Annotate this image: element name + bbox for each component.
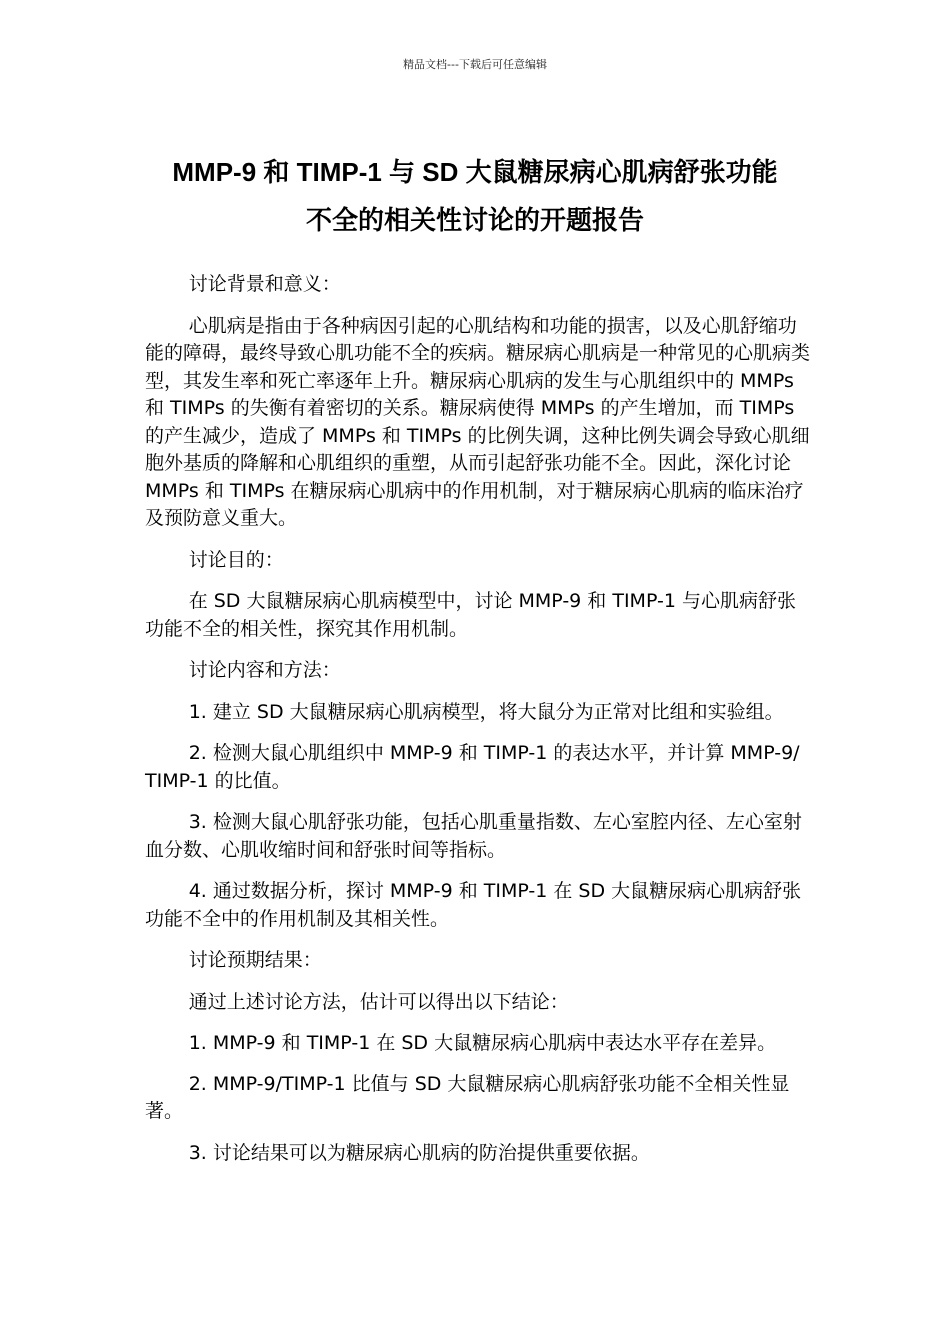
document-title <box>130 149 820 243</box>
methods-item-4: 4. 通过数据分析，探讨 MMP-9 和 TIMP-1 在 SD 大鼠糖尿病心肌病舒张功能不全中的作用机制及其相关性。 <box>145 880 802 930</box>
results-heading: 讨论预期结果： <box>188 949 322 971</box>
document-body <box>145 271 810 1181</box>
document-title-line-1: MMP-9 和 TIMP-1 与 SD 大鼠糖尿病心肌病舒张功能 <box>172 157 778 188</box>
results-intro: 通过上述讨论方法，估计可以得出以下结论： <box>188 990 569 1013</box>
document-title-line-2: 不全的相关性讨论的开题报告 <box>305 205 644 236</box>
results-item-3: 3. 讨论结果可以为糖尿病心肌病的防治提供重要依据。 <box>188 1141 650 1164</box>
background-paragraph: 心肌病是指由于各种病因引起的心肌结构和功能的损害，以及心肌舒缩功能的障碍，最终导致心肌功能不全的疾病。糖尿病心肌病是一种常见的心肌病类型，其发生率和死亡率逐年上升。糖尿病心肌病的发生与心肌组织中的 MMPs 和 TIMPs 的失衡有着密切的关系。糖尿病使得 MMPs 的产生增加，而 TIMPs 的产生减少，造成了 MMPs 和 TIMPs 的比例失调，这种比例失调会导致心肌细胞外基质的降解和心肌组织的重塑，从而引起舒张功能不全。因此，深化讨论 MMPs 和 TIMPs 在糖尿病心肌病中的作用机制，对于糖尿病心肌病的临床治疗及预防意义重大。 <box>145 314 811 529</box>
results-item-1: 1. MMP-9 和 TIMP-1 在 SD 大鼠糖尿病心肌病中表达水平存在差异。 <box>188 1032 777 1054</box>
purpose-paragraph: 在 SD 大鼠糖尿病心肌病模型中，讨论 MMP-9 和 TIMP-1 与心肌病舒张功能不全的相关性，探究其作用机制。 <box>145 590 796 640</box>
methods-item-1: 1. 建立 SD 大鼠糖尿病心肌病模型，将大鼠分为正常对比组和实验组。 <box>188 700 784 723</box>
methods-heading: 讨论内容和方法： <box>188 659 341 681</box>
page-header: 精品文档---下载后可任意编辑 <box>403 58 547 71</box>
results-item-2: 2. MMP-9/TIMP-1 比值与 SD 大鼠糖尿病心肌病舒张功能不全相关性显著。 <box>145 1072 790 1122</box>
methods-item-2: 2. 检测大鼠心肌组织中 MMP-9 和 TIMP-1 的表达水平，并计算 MMP-9/TIMP-1 的比值。 <box>145 742 800 792</box>
methods-item-3: 3. 检测大鼠心肌舒张功能，包括心肌重量指数、左心室腔内径、左心室射血分数、心肌收缩时间和舒张时间等指标。 <box>145 811 802 861</box>
purpose-heading: 讨论目的： <box>188 548 284 571</box>
background-heading: 讨论背景和意义： <box>188 273 341 295</box>
